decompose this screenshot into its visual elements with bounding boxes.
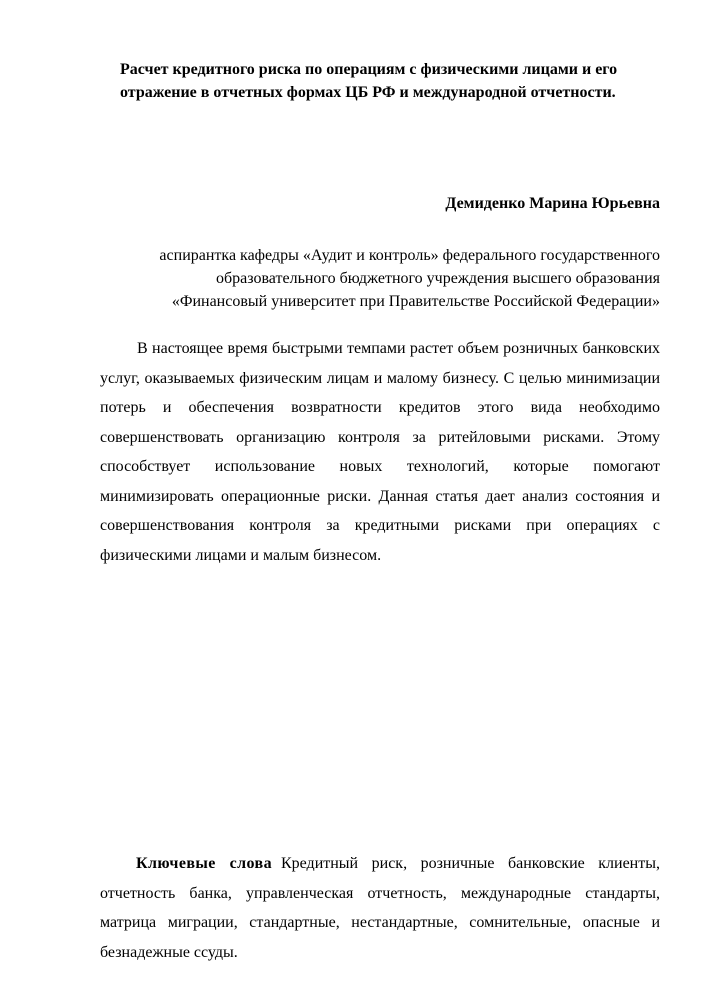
keywords-text: Кредитный риск, розничные банковские клиенты, отчетность банка, управленческая отчетность, международные стандарты, матрица миграции, стандартные, нестандартные, сомнительные, опасные и безнадежные ссуды.	[100, 855, 660, 961]
author-name: Демиденко Марина Юрьевна	[445, 195, 660, 212]
document-title-line-1: Расчет кредитного риска по операциям с физическими лицами и его	[120, 61, 618, 78]
affiliation-line-3: «Финансовый университет при Правительстве Российской Федерации»	[171, 293, 660, 311]
affiliation-line-1: аспирантка кафедры «Аудит и контроль» федерального государственного	[159, 247, 660, 264]
author-affiliation	[100, 244, 660, 314]
keywords-label: Ключевые слова	[136, 855, 272, 872]
keywords-paragraph	[100, 849, 660, 967]
document-title	[120, 59, 655, 104]
document-title-line-2: отражение в отчетных формах ЦБ РФ и международной отчетности.	[120, 83, 616, 101]
affiliation-line-2: образовательного бюджетного учреждения высшего образования	[215, 270, 660, 288]
abstract-paragraph: В настоящее время быстрыми темпами растет объем розничных банковских услуг, оказываемых физическим лицам и малому бизнесу. С целью минимизации потерь и обеспечения возвратности кредитов этого вида необходимо совершенствовать организацию контроля за ритейловыми рисками. Этому способствует использование новых технологий, которые помогают минимизировать операционные риски. Данная статья дает анализ состояния и совершенствования контроля за кредитными рисками при операциях с физическими лицами и малым бизнесом.	[100, 340, 660, 564]
